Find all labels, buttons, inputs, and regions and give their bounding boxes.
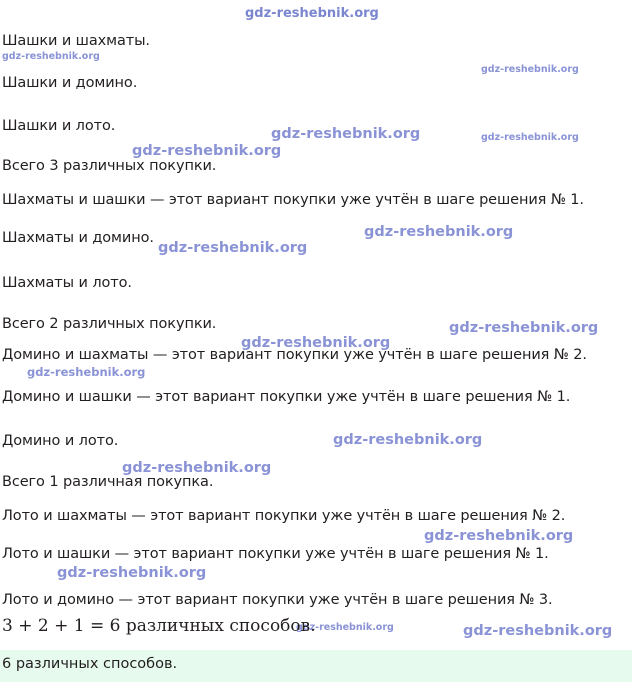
watermark: gdz-reshebnik.org (481, 64, 579, 75)
watermark: gdz-reshebnik.org (57, 565, 207, 581)
solution-line: Лото и домино — этот вариант покупки уже учтён в шаге решения № 3. (2, 592, 553, 608)
watermark: gdz-reshebnik.org (271, 126, 421, 142)
watermark: gdz-reshebnik.org (122, 460, 272, 476)
watermark: gdz-reshebnik.org (241, 335, 391, 351)
solution-line: Шашки и шахматы. (2, 33, 150, 49)
watermark: gdz-reshebnik.org (27, 365, 146, 379)
watermark: gdz-reshebnik.org (2, 51, 100, 62)
solution-line: Всего 3 различных покупки. (2, 158, 217, 174)
solution-line: Шахматы и домино. (2, 230, 154, 246)
solution-line: Всего 2 различных покупки. (2, 316, 217, 332)
watermark: gdz-reshebnik.org (296, 622, 394, 633)
solution-line: Всего 1 различная покупка. (2, 474, 214, 490)
watermark: gdz-reshebnik.org (463, 623, 613, 639)
solution-line: Лото и шашки — этот вариант покупки уже учтён в шаге решения № 1. (2, 546, 549, 562)
solution-line: Домино и лото. (2, 433, 119, 449)
solution-line: Домино и шахматы — этот вариант покупки уже учтён в шаге решения № 2. (2, 347, 587, 363)
solution-line: Лото и шахматы — этот вариант покупки уже учтён в шаге решения № 2. (2, 508, 566, 524)
watermark: gdz-reshebnik.org (481, 132, 579, 143)
watermark: gdz-reshebnik.org (132, 143, 282, 159)
solution-line: Шахматы и шашки — этот вариант покупки уже учтён в шаге решения № 1. (2, 192, 584, 208)
watermark: gdz-reshebnik.org (364, 224, 514, 240)
watermark-header: gdz-reshebnik.org (245, 6, 379, 21)
watermark: gdz-reshebnik.org (158, 240, 308, 256)
solution-line: Шахматы и лото. (2, 275, 132, 291)
watermark: gdz-reshebnik.org (449, 320, 599, 336)
solution-line: Шашки и лото. (2, 118, 116, 134)
watermark: gdz-reshebnik.org (424, 528, 574, 544)
watermark: gdz-reshebnik.org (333, 432, 483, 448)
solution-line: Шашки и домино. (2, 75, 138, 91)
answer-text: 6 различных способов. (2, 656, 178, 672)
solution-line: Домино и шашки — этот вариант покупки уже учтён в шаге решения № 1. (2, 389, 571, 405)
formula-line: 3 + 2 + 1 = 6 различных способов. (2, 616, 316, 636)
